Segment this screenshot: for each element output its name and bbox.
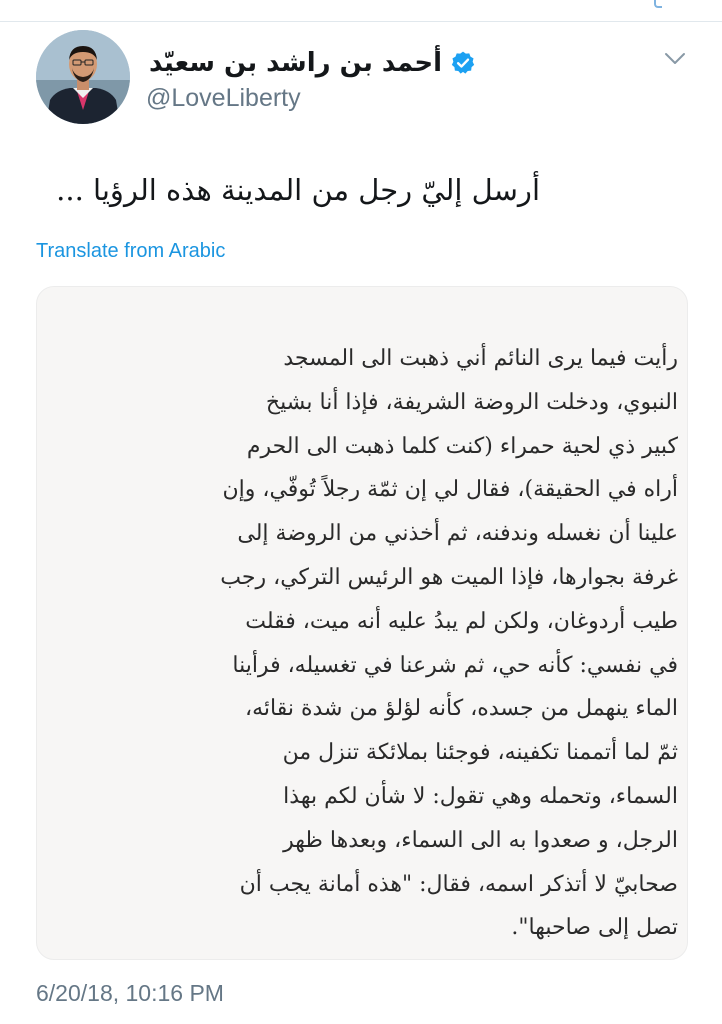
quote-line: أراه في الحقيقة)، فقال لي إن ثمّة رجلاً تُوفّي، وإن xyxy=(222,477,678,503)
quote-line: السماء، وتحمله وهي تقول: لا شأن لكم بهذا xyxy=(283,783,678,809)
author-block[interactable] xyxy=(146,44,566,113)
quote-line: رأيت فيما يرى النائم أني ذهبت الى المسجد xyxy=(283,346,678,371)
avatar[interactable] xyxy=(36,30,130,124)
quote-line: صحابيّ لا أتذكر اسمه، فقال: "هذه أمانة يجب أن xyxy=(239,871,678,897)
quote-line: الماء ينهمل من جسده، كأنه لؤلؤ من شدة نقائه، xyxy=(245,696,678,722)
quote-line: الرجل، و صعدوا به الى السماء، وبعدها ظهر xyxy=(283,827,678,853)
display-name[interactable]: أحمد بن راشد بن سعيّد xyxy=(149,48,442,78)
verified-badge-icon xyxy=(450,50,476,76)
quote-line: غرفة بجوارها، فإذا الميت هو الرئيس التركي، رجب xyxy=(220,564,678,590)
previous-item-fragment xyxy=(654,0,662,8)
chevron-down-icon[interactable] xyxy=(664,52,686,66)
quote-line: علينا أن نغسله وندفنه، ثم أخذني من الروضة إلى xyxy=(237,521,678,547)
quote-line: النبوي، ودخلت الروضة الشريفة، فإذا أنا بشيخ xyxy=(265,389,678,415)
tweet-timestamp[interactable]: 6/20/18, 10:16 PM xyxy=(36,980,224,1006)
quote-line: طيب أردوغان، ولكن لم يبدُ عليه أنه ميت، فقلت xyxy=(245,608,678,634)
quote-line: تصل إلى صاحبها". xyxy=(511,915,678,941)
quote-line: في نفسي: كأنه حي، ثم شرعنا في تغسيله، فرأينا xyxy=(232,652,678,678)
media-card[interactable] xyxy=(36,286,688,960)
translate-link[interactable]: Translate from Arabic xyxy=(36,240,226,262)
avatar-photo xyxy=(36,30,130,124)
quote-line: كبير ذي لحية حمراء (كنت كلما ذهبت الى الحرم xyxy=(246,433,678,459)
top-divider xyxy=(0,0,722,22)
quote-text xyxy=(73,337,678,950)
tweet-header xyxy=(36,30,696,130)
quote-line: ثمّ لما أتممنا تكفينه، فوجئنا بملائكة تنزل من xyxy=(282,740,678,766)
display-name-row xyxy=(146,44,476,82)
author-handle[interactable]: @LoveLiberty xyxy=(146,84,301,112)
tweet-text: أرسل إليّ رجل من المدينة هذه الرؤيا ... xyxy=(56,173,540,207)
